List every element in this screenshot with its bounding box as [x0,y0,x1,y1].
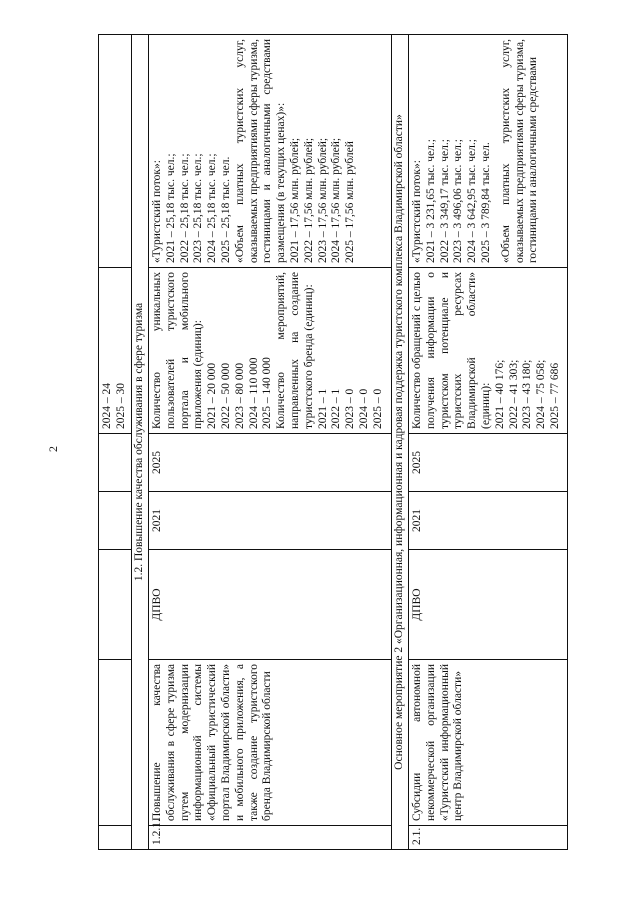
measure-name: Повышение качества обслуживания в сфере туризма путем модернизации информационной системы «Официальный туристический портал Владимирской области» и мобильного приложения, а также создание туристского бренда Владимирской области [149,660,392,826]
result-value: 2025 – 25,18 тыс. чел. [220,156,233,263]
result-cell [408,35,567,268]
section-title-row [132,35,149,850]
page-number: 2 [46,446,60,452]
executor: ДПВО [408,550,567,660]
indicator-title: Количество уникальных пользователей туристского портала и мобильного приложения (единиц): [151,272,205,429]
result-value: 2022 – 3 349,17 тыс. чел.; [438,139,451,263]
result-title: «Объем платных туристских услуг, оказываемых предприятиями сферы туризма, гостиницами и аналогичными средствами размещения (в текущих ценах)»: [233,39,288,263]
indicator-title: Количество мероприятий, направленных на создание туристского бренда (единиц): [275,272,315,429]
section-title: 1.2. Повышение качества обслуживания в сфере туризма [132,35,149,850]
result-value: 2024 – 17,56 млн. рублей; [330,137,343,263]
rotated-table-sheet [98,35,568,850]
result-value: 2024 – 25,18 тыс. чел.; [206,153,219,263]
result-value: 2025 – 3 789,84 тыс. чел. [479,142,492,263]
result-cell [149,35,392,268]
result-title: «Объем платных туристских услуг, оказываемых предприятиями сферы туризма, гостиницами и аналогичными средствами [499,39,540,263]
start-year: 2021 [408,492,567,550]
indicator-value: 2025 – 0 [371,388,384,429]
measure-name: Субсидии автономной некоммерческой организации «Туристский информационный центр Владимирской области» [408,660,567,826]
indicator-value: 2023 – 0 [344,388,357,429]
row-number: 2.1. [408,826,567,850]
section-title-row [391,35,408,850]
indicator-cell [149,268,392,434]
result-value: 2021 – 3 231,65 тыс. чел.; [424,139,437,263]
indicator-value: 2021 – 40 176; [493,359,506,429]
start-year: 2021 [149,492,392,550]
header-period-line: 2024 – 24 [101,383,113,429]
indicator-value: 2024 – 0 [358,388,370,429]
indicator-value: 2022 – 1 [330,388,343,429]
indicator-title: Количество обращений с целью получения информации о туристском потенциале и туристских ресурсах Владимирской области» (единиц): [410,272,492,429]
indicator-value: 2022 – 50 000 [220,362,233,429]
indicator-value: 2025 – 140 000 [261,357,274,429]
header-period-line: 2025 – 30 [114,383,127,429]
result-value: 2025 – 17,56 млн. рублей [344,141,357,263]
result-value: 2021 – 17,56 млн. рублей; [289,137,302,263]
result-value: 2023 – 17,56 млн. рублей; [316,137,329,263]
result-value: 2022 – 25,18 тыс. чел.; [178,153,191,263]
indicator-value: 2023 – 43 180; [521,359,534,429]
result-value: 2023 – 25,18 тыс. чел.; [192,153,205,263]
result-value: 2023 – 3 496,06 тыс. чел.; [452,139,465,263]
row-number: 1.2.1. [149,826,392,850]
program-table [98,34,568,850]
table-row [408,35,567,850]
indicator-value: 2022 – 41 303; [507,359,520,429]
indicator-value: 2024 – 75 058; [535,359,548,429]
table-row [149,35,392,850]
indicator-value: 2021 – 1 [316,388,329,429]
end-year: 2025 [149,434,392,492]
indicator-value: 2024 – 110 000 [247,357,260,429]
section-title: Основное мероприятие 2 «Организационная, информационная и кадровая поддержка туристского комплекса Владимирской области» [391,35,408,850]
continuation-header-row [99,35,132,850]
end-year: 2025 [408,434,567,492]
result-value: 2021 – 25,18 тыс. чел.; [164,153,177,263]
executor: ДПВО [149,550,392,660]
result-value: 2024 – 3 642,95 тыс. чел.; [466,139,479,263]
indicator-value: 2025 – 77 686 [548,362,561,429]
indicator-value: 2023 – 80 000 [233,362,246,429]
header-period-cell [99,268,132,434]
indicator-cell [408,268,567,434]
result-title: «Туристский поток»: [151,160,164,263]
result-title: «Туристский поток»: [410,160,423,263]
result-value: 2022 – 17,56 млн. рублей; [302,137,315,263]
indicator-value: 2021 – 20 000 [206,362,219,429]
